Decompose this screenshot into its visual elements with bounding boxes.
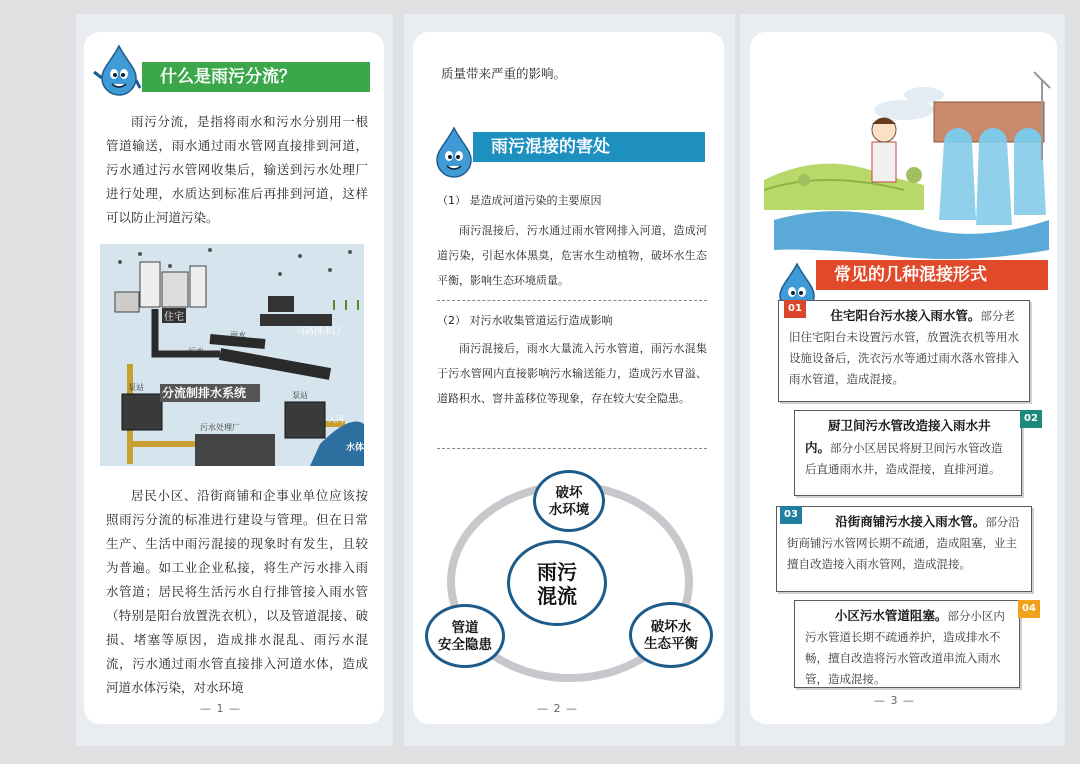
page-number-1: — 1 — <box>200 702 241 715</box>
mix-type-card-4 <box>794 600 1020 688</box>
mix-type-4-heading: 小区污水管道阻塞。 <box>834 608 948 623</box>
page-number-2: — 2 — <box>537 702 578 715</box>
intro-paragraph: 雨污分流，是指将雨水和污水分别用一根管道输送，雨水通过雨水管网直接排到河道，污水通过污水管网收集后，输送到污水处理厂进行处理，水质达到标准后再排到河道，这样可以防止河道污染。 <box>106 114 368 225</box>
water-drop-mascot-icon <box>427 126 477 178</box>
drainage-diagram <box>100 244 364 466</box>
diagram-label-sewage: 污水 <box>188 347 204 356</box>
harm-item-2-heading: （2） 对污水收集管道运行造成影响 <box>437 314 613 327</box>
body-paragraph: 居民小区、沿街商铺和企事业单位应该按照雨污分流的标准进行建设与管理。但在日常生产、生活中雨污混接的现象时有发生，且较为普遍。如工业企业私接，将生产污水排入雨水管道；居民将生活污水自行排管接入雨水管（特别是阳台放置洗衣机），以及管道混接、破损、堵塞等原因，造成排水混乱、雨污水混流，污水通过雨水管直接排入河道水体，造成河道水体污染，对水环境 <box>106 488 368 695</box>
diagram-label-rain: 雨水 <box>230 331 246 340</box>
mix-type-1-heading: 住宅阳台污水接入雨水管。 <box>830 308 981 323</box>
mix-type-card-1 <box>778 300 1030 402</box>
mix-type-3-heading: 沿街商铺污水接入雨水管。 <box>835 514 986 529</box>
harm-item-2-body: 雨污混接后，雨水大量流入污水管道，雨污水混集于污水管网内直接影响污水输送能力，造成污水冒溢、道路积水、窨井盖移位等现象，存在较大安全隐患。 <box>437 342 707 405</box>
mix-type-2-number: 02 <box>1020 410 1042 428</box>
page-3 <box>750 32 1057 724</box>
section-title-harm: 雨污混接的害处 <box>473 132 705 162</box>
mix-type-3-number: 03 <box>780 506 802 524</box>
diagram-label-river: 水体 <box>346 443 364 453</box>
diagram-label-pump-2: 泵站 <box>292 391 308 400</box>
section-title-what-is: 什么是雨污分流？ <box>142 62 370 92</box>
diagram-label-outfall: 入河 <box>328 415 344 424</box>
diagram-label-plant: 污水处理厂 <box>200 423 240 432</box>
divider <box>437 300 707 301</box>
mix-type-2-body: 部分小区居民将厨卫间污水管改造后直通雨水井，造成混接，直排河道。 <box>805 441 1003 476</box>
page-2 <box>413 32 724 724</box>
section-title-mix-types: 常见的几种混接形式 <box>816 260 1048 290</box>
cycle-node-top: 破坏 水环境 <box>533 470 605 532</box>
harm-item-1-body: 雨污混接后，污水通过雨水管网排入河道，造成河道污染，引起水体黑臭，危害水生动植物，破坏水生态平衡，影响生态环境质量。 <box>437 224 707 287</box>
water-landscape-illustration <box>764 50 1054 260</box>
page-1 <box>84 32 384 724</box>
diagram-title: 分流制排水系统 <box>162 386 247 400</box>
mix-type-3-body: 部分沿街商铺污水管网长期不疏通，造成阻塞，业主擅自改造接入雨水管网，造成混接。 <box>787 515 1020 571</box>
diagram-label-road: 马路排水口 <box>296 327 342 337</box>
water-drop-mascot-icon <box>92 44 142 96</box>
mix-type-4-body: 部分小区内污水管道长期不疏通养护，造成排水不畅，擅自改造将污水管改道串流入雨水管，造成混接。 <box>805 609 1005 686</box>
mix-type-4-number: 04 <box>1018 600 1040 618</box>
page-number-3: — 3 — <box>874 694 915 707</box>
harm-item-1-heading: （1） 是造成河道污染的主要原因 <box>437 194 602 207</box>
mix-type-1-body: 部分老旧住宅阳台未设置污水管，放置洗衣机等用水设施设备后，洗衣污水等通过雨水落水管排入雨水管道，造成混接。 <box>789 309 1019 386</box>
diagram-label-residence: 住宅 <box>162 308 186 323</box>
mix-type-2-heading: 厨卫间污水管改造接入雨水井内。 <box>805 418 991 455</box>
mix-type-1-number: 01 <box>784 300 806 318</box>
cycle-center: 雨污 混流 <box>507 540 607 626</box>
divider <box>437 448 707 449</box>
cycle-node-right: 破坏水 生态平衡 <box>629 602 713 668</box>
continued-text: 质量带来严重的影响。 <box>441 66 567 81</box>
cycle-node-left: 管道 安全隐患 <box>425 604 505 668</box>
mix-type-card-2 <box>794 410 1022 496</box>
diagram-label-pump-1: 泵站 <box>128 383 144 392</box>
mix-type-card-3 <box>776 506 1032 592</box>
